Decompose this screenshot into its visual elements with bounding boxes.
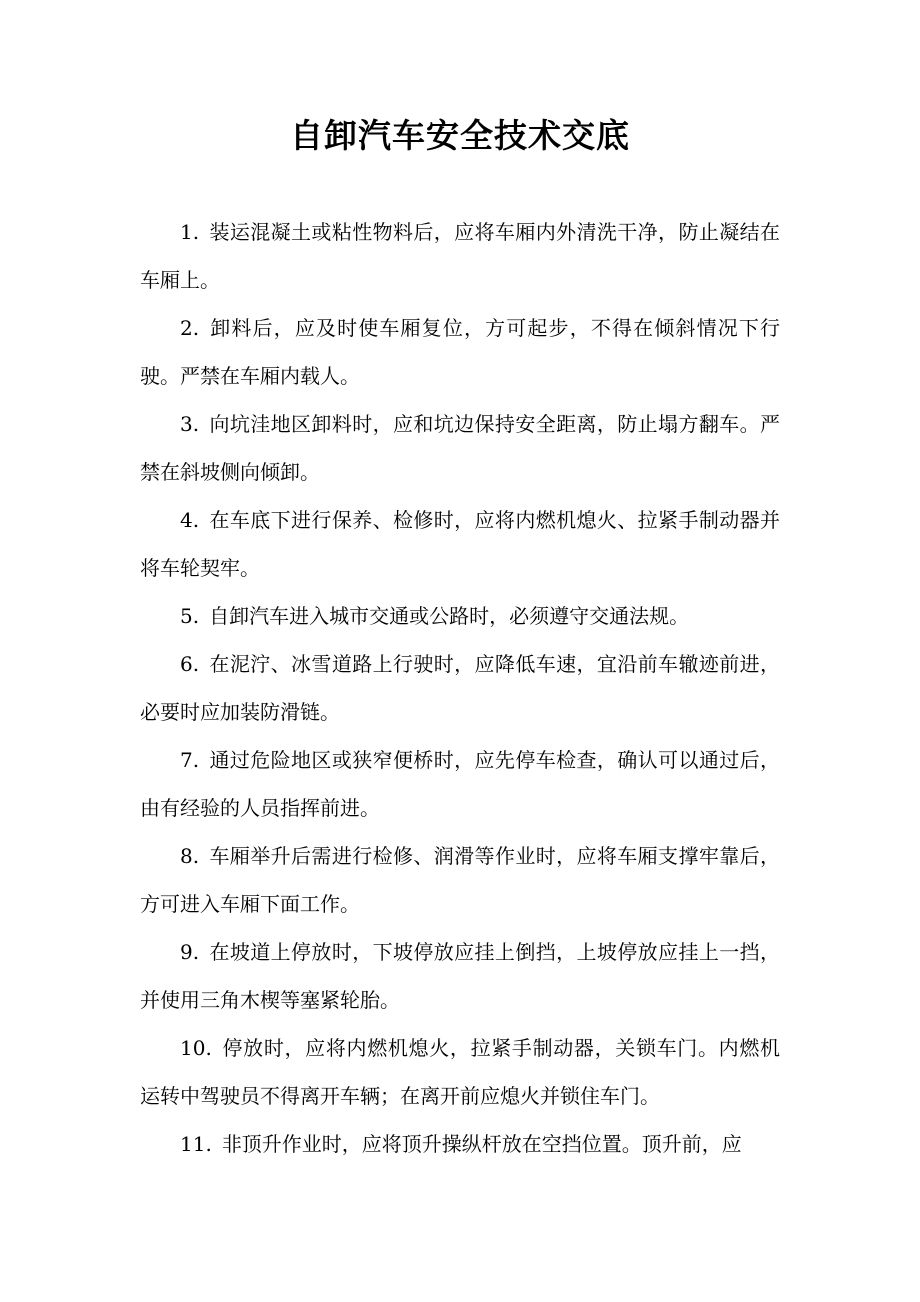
list-item	[140, 832, 780, 928]
list-item	[140, 928, 780, 1024]
list-item	[140, 496, 780, 592]
item-number: 11.	[180, 1132, 212, 1156]
list-item	[140, 304, 780, 400]
list-item	[140, 640, 780, 736]
item-text: 装运混凝土或粘性物料后，应将车厢内外清洗干净，防止凝结在车厢上。	[140, 220, 780, 292]
item-text: 在泥泞、冰雪道路上行驶时，应降低车速，宜沿前车辙迹前进，必要时应加装防滑链。	[140, 652, 780, 724]
item-text: 车厢举升后需进行检修、润滑等作业时，应将车厢支撑牢靠后，方可进入车厢下面工作。	[140, 844, 780, 916]
list-item	[140, 736, 780, 832]
item-number: 6.	[180, 652, 200, 676]
list-item	[140, 1120, 780, 1168]
item-number: 10.	[180, 1036, 212, 1060]
item-number: 8.	[180, 844, 200, 868]
item-number: 9.	[180, 940, 200, 964]
item-number: 2.	[180, 316, 200, 340]
item-number: 7.	[180, 748, 200, 772]
item-text: 通过危险地区或狭窄便桥时，应先停车检查，确认可以通过后，由有经验的人员指挥前进。	[140, 748, 780, 820]
document-body	[140, 208, 780, 1168]
item-text: 在车底下进行保养、检修时，应将内燃机熄火、拉紧手制动器并将车轮契牢。	[140, 508, 780, 580]
list-item	[140, 208, 780, 304]
item-number: 3.	[180, 412, 200, 436]
item-number: 5.	[180, 604, 200, 628]
list-item	[140, 592, 780, 640]
document-title: 自卸汽车安全技术交底	[290, 116, 630, 155]
item-number: 1.	[180, 220, 200, 244]
item-text: 非顶升作业时，应将顶升操纵杆放在空挡位置。顶升前，应	[221, 1132, 742, 1156]
list-item	[140, 1024, 780, 1120]
item-text: 停放时，应将内燃机熄火，拉紧手制动器，关锁车门。内燃机运转中驾驶员不得离开车辆；在离开前应熄火并锁住车门。	[140, 1036, 780, 1108]
item-text: 在坡道上停放时，下坡停放应挂上倒挡，上坡停放应挂上一挡，并使用三角木楔等塞紧轮胎。	[140, 940, 780, 1012]
item-text: 卸料后，应及时使车厢复位，方可起步，不得在倾斜情况下行驶。严禁在车厢内载人。	[140, 316, 780, 388]
item-text: 自卸汽车进入城市交通或公路时，必须遵守交通法规。	[209, 604, 690, 628]
item-number: 4.	[180, 508, 200, 532]
item-text: 向坑洼地区卸料时，应和坑边保持安全距离，防止塌方翻车。严禁在斜坡侧向倾卸。	[140, 412, 780, 484]
list-item	[140, 400, 780, 496]
